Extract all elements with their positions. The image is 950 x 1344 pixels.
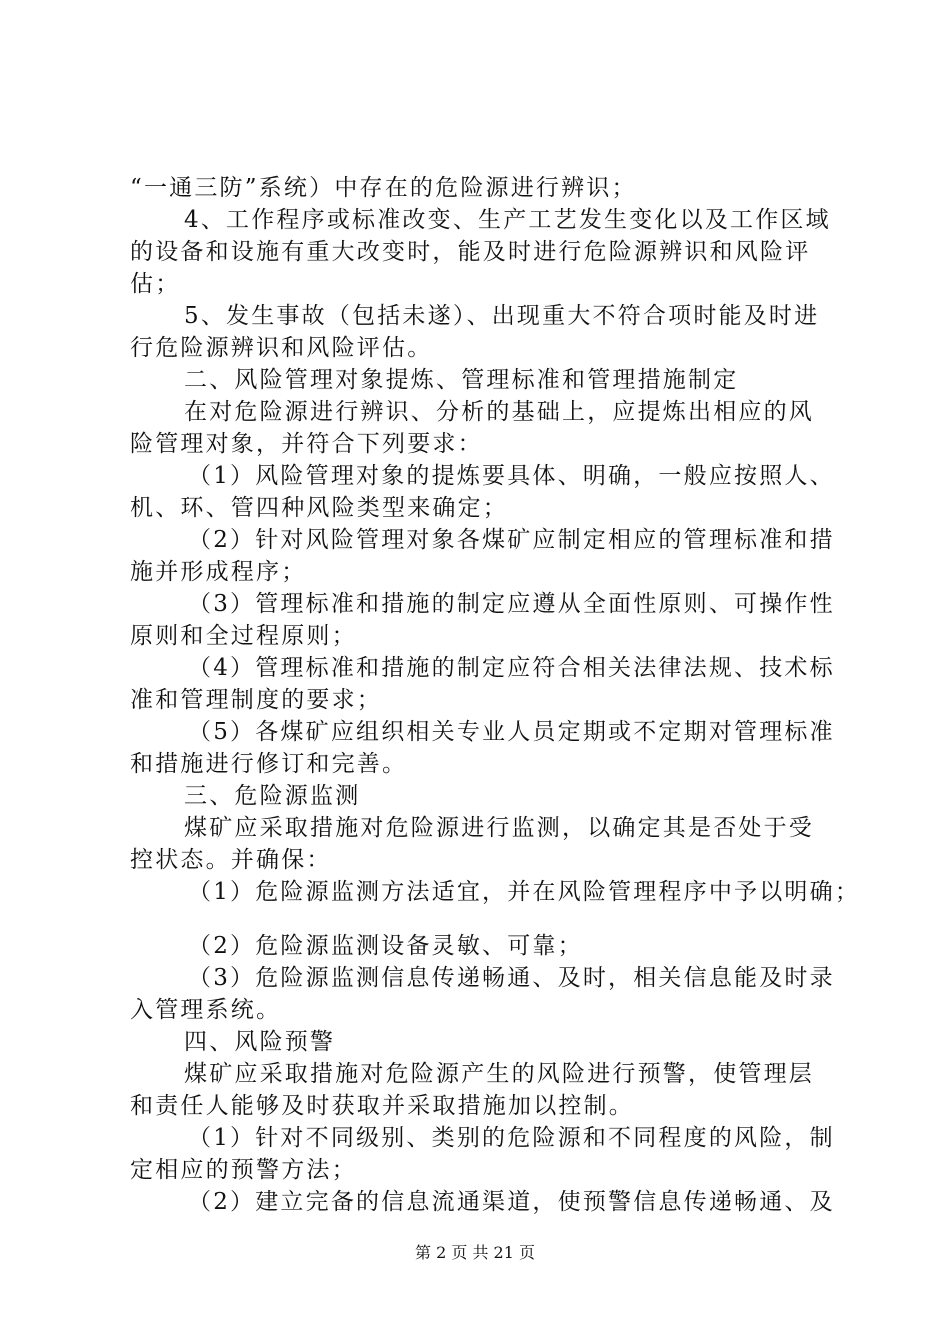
list-item: （1）危险源监测方法适宜，并在风险管理程序中予以明确； xyxy=(188,879,861,905)
section-heading: 三、危险源监测 xyxy=(184,783,361,809)
list-item: （1）风险管理对象的提炼要具体、明确，一般应按照人、 xyxy=(188,463,835,489)
list-item: （1）针对不同级别、类别的危险源和不同程度的风险，制 xyxy=(188,1125,835,1151)
text-line: 5、发生事故（包括未遂）、出现重大不符合项时能及时进 xyxy=(184,303,820,329)
text-line: “一通三防”系统）中存在的危险源进行辨识； xyxy=(130,175,637,201)
document-body xyxy=(130,172,861,1218)
text-line: 在对危险源进行辨识、分析的基础上，应提炼出相应的风 xyxy=(184,399,814,425)
text-line: 煤矿应采取措施对危险源产生的风险进行预警，使管理层 xyxy=(184,1061,814,1087)
page-number: 第 2 页 共 21 页 xyxy=(415,1243,535,1262)
text-line: 入管理系统。 xyxy=(130,997,282,1023)
list-item: （2）建立完备的信息流通渠道，使预警信息传递畅通、及 xyxy=(188,1189,835,1215)
text-line: 行危险源辨识和风险评估。 xyxy=(130,335,433,361)
list-item: （5）各煤矿应组织相关专业人员定期或不定期对管理标准 xyxy=(188,719,835,745)
text-line: 4、工作程序或标准改变、生产工艺发生变化以及工作区域 xyxy=(184,207,831,233)
list-item: （4）管理标准和措施的制定应符合相关法律法规、技术标 xyxy=(188,655,835,681)
section-heading: 二、风险管理对象提炼、管理标准和管理措施制定 xyxy=(184,367,739,393)
text-line: 煤矿应采取措施对危险源进行监测，以确定其是否处于受 xyxy=(184,815,814,841)
text-line: 的设备和设施有重大改变时，能及时进行危险源辨识和风险评 xyxy=(130,239,811,265)
text-line: 准和管理制度的要求； xyxy=(130,687,382,713)
text-line: 机、环、管四种风险类型来确定； xyxy=(130,495,508,521)
text-line: 控状态。并确保： xyxy=(130,847,332,873)
text-line: 估； xyxy=(130,271,181,297)
text-line: 和措施进行修订和完善。 xyxy=(130,751,408,777)
list-item: （2）针对风险管理对象各煤矿应制定相应的管理标准和措 xyxy=(188,527,835,553)
text-line: 险管理对象，并符合下列要求： xyxy=(130,431,483,457)
list-item: （3）管理标准和措施的制定应遵从全面性原则、可操作性 xyxy=(188,591,835,617)
text-line: 和责任人能够及时获取并采取措施加以控制。 xyxy=(130,1093,634,1119)
text-line: 定相应的预警方法； xyxy=(130,1157,357,1183)
text-line: 原则和全过程原则； xyxy=(130,623,357,649)
list-item: （3）危险源监测信息传递畅通、及时，相关信息能及时录 xyxy=(188,965,835,991)
list-item: （2）危险源监测设备灵敏、可靠； xyxy=(188,933,583,959)
text-line: 施并形成程序； xyxy=(130,559,307,585)
section-heading: 四、风险预警 xyxy=(184,1029,336,1055)
